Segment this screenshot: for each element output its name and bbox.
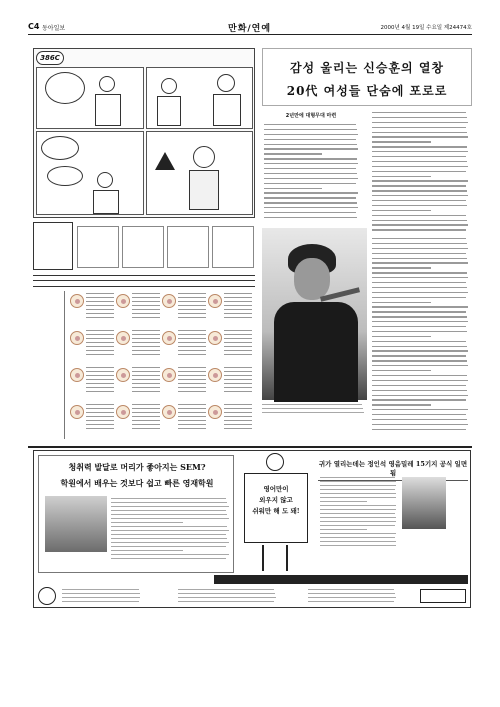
text-line bbox=[372, 190, 467, 191]
text-line bbox=[372, 200, 466, 201]
sign-text-2: 외우지 않고 bbox=[259, 496, 293, 504]
feature-article bbox=[262, 48, 472, 440]
text-line bbox=[372, 117, 467, 118]
zodiac-icon bbox=[116, 405, 130, 419]
article-column bbox=[372, 238, 470, 434]
text-line bbox=[372, 380, 468, 381]
text-line bbox=[111, 546, 226, 547]
zodiac-icon bbox=[70, 405, 84, 419]
text-line bbox=[372, 146, 467, 147]
text-line bbox=[62, 593, 140, 594]
text-line bbox=[308, 597, 396, 598]
text-line bbox=[372, 375, 467, 376]
text-line bbox=[372, 287, 467, 288]
text-line bbox=[372, 370, 431, 371]
text-line bbox=[62, 601, 139, 602]
text-line bbox=[308, 601, 394, 602]
comic-strip bbox=[33, 48, 255, 218]
text-line bbox=[372, 166, 468, 167]
text-line bbox=[111, 518, 229, 519]
text-line bbox=[372, 414, 466, 415]
text-line bbox=[308, 589, 394, 590]
text-line bbox=[372, 220, 467, 221]
text-line bbox=[264, 124, 356, 125]
text-line bbox=[372, 210, 431, 211]
horoscope-cell bbox=[207, 365, 253, 399]
headline-box bbox=[262, 48, 472, 106]
ad-phone-box bbox=[420, 589, 466, 603]
text-line bbox=[111, 498, 226, 499]
text-line bbox=[320, 513, 395, 514]
text-line bbox=[264, 183, 356, 184]
character-figure bbox=[193, 146, 215, 168]
text-line bbox=[262, 412, 364, 413]
ad-photo bbox=[45, 496, 107, 552]
text-line bbox=[264, 129, 357, 130]
ad-right-heading: 귀가 열리는데는 정인석 영음밀레 15기지 공식 일면 됨 bbox=[318, 459, 468, 481]
text-line bbox=[372, 195, 468, 196]
text-line bbox=[320, 505, 396, 506]
text-line bbox=[372, 390, 467, 391]
text-line bbox=[320, 545, 396, 546]
text-line bbox=[372, 112, 466, 113]
text-line bbox=[308, 593, 395, 594]
text-line bbox=[372, 316, 467, 317]
newspaper-name: 동아일보 bbox=[42, 25, 66, 32]
text-line bbox=[372, 122, 468, 123]
zodiac-icon bbox=[116, 368, 130, 382]
text-line bbox=[372, 262, 468, 263]
horoscope-cell bbox=[161, 365, 207, 399]
header-rule bbox=[28, 34, 472, 35]
text-line bbox=[372, 395, 468, 396]
text-line bbox=[111, 558, 226, 559]
text-line bbox=[372, 224, 468, 225]
text-line bbox=[320, 529, 367, 530]
character-figure bbox=[217, 74, 235, 92]
text-line bbox=[320, 481, 396, 482]
horoscope-cell bbox=[161, 291, 207, 325]
page-header bbox=[28, 21, 472, 33]
text-line bbox=[62, 589, 139, 590]
zodiac-icon bbox=[116, 331, 130, 345]
text-line bbox=[372, 141, 431, 142]
text-line bbox=[178, 597, 276, 598]
text-line bbox=[372, 176, 431, 177]
character-figure bbox=[161, 78, 177, 94]
text-line bbox=[320, 509, 396, 510]
text-line bbox=[372, 272, 467, 273]
text-line bbox=[372, 127, 466, 128]
column-logo bbox=[33, 222, 73, 270]
text-line bbox=[372, 171, 466, 172]
text-line bbox=[178, 593, 275, 594]
photo-torso bbox=[274, 302, 358, 402]
text-line bbox=[372, 267, 431, 268]
text-line bbox=[111, 506, 229, 507]
article-column bbox=[372, 112, 470, 234]
zodiac-icon bbox=[116, 294, 130, 308]
zodiac-icon bbox=[70, 368, 84, 382]
text-line bbox=[372, 156, 466, 157]
zodiac-icon bbox=[208, 294, 222, 308]
text-line bbox=[372, 248, 468, 249]
text-line bbox=[320, 517, 396, 518]
mini-comic-frame bbox=[167, 226, 209, 268]
figure-legs bbox=[262, 545, 288, 571]
text-line bbox=[372, 341, 466, 342]
zodiac-icon bbox=[162, 294, 176, 308]
ad-banner bbox=[214, 575, 468, 584]
singer-photo bbox=[262, 228, 367, 436]
zodiac-icon bbox=[70, 294, 84, 308]
text-line bbox=[264, 192, 358, 193]
text-line bbox=[264, 158, 357, 159]
text-line bbox=[264, 168, 356, 169]
text-line bbox=[372, 321, 468, 322]
horoscope-cell bbox=[207, 291, 253, 325]
speech-bubble bbox=[45, 72, 85, 104]
section-title: 만화/연예 bbox=[228, 24, 272, 34]
text-line bbox=[62, 597, 140, 598]
text-line bbox=[372, 277, 468, 278]
text-line bbox=[111, 538, 227, 539]
comic-panel bbox=[36, 67, 144, 129]
figure-head bbox=[266, 453, 284, 471]
issue-date: 2000년 4월 19일 수요일 제24474호 bbox=[380, 25, 472, 31]
comic-panel bbox=[36, 131, 144, 215]
text-line bbox=[372, 185, 466, 186]
character-figure bbox=[99, 76, 115, 92]
photo-face bbox=[294, 258, 330, 300]
headline-line-2: 20代 여성들 단숨에 포로로 bbox=[286, 84, 448, 98]
speech-bubble bbox=[47, 166, 83, 186]
sign-text-3: 쉬워만 해 도 돼! bbox=[252, 507, 300, 515]
text-line bbox=[372, 355, 466, 356]
horoscope-cell bbox=[69, 328, 115, 362]
comic-series-badge: 386C bbox=[36, 51, 64, 65]
text-line bbox=[262, 408, 363, 409]
horoscope-sidebar bbox=[33, 291, 65, 439]
horoscope-cell bbox=[207, 328, 253, 362]
text-line bbox=[320, 525, 395, 526]
text-line bbox=[264, 163, 358, 164]
ad-text bbox=[320, 477, 398, 549]
text-line bbox=[320, 477, 395, 478]
notice-rule bbox=[33, 275, 255, 281]
section-divider bbox=[28, 446, 472, 448]
text-line bbox=[111, 514, 227, 515]
text-line bbox=[320, 521, 396, 522]
ad-text bbox=[62, 589, 142, 605]
text-line bbox=[372, 360, 467, 361]
text-line bbox=[320, 493, 396, 494]
character-body bbox=[189, 170, 219, 210]
text-line bbox=[372, 336, 431, 337]
text-line bbox=[264, 197, 356, 198]
photo-frame bbox=[262, 228, 367, 400]
text-line bbox=[264, 212, 356, 213]
text-line bbox=[372, 136, 468, 137]
character-body bbox=[157, 96, 181, 126]
text-line bbox=[372, 243, 467, 244]
zodiac-icon bbox=[208, 405, 222, 419]
text-line bbox=[320, 489, 395, 490]
text-line bbox=[320, 485, 396, 486]
text-line bbox=[262, 404, 362, 405]
ad-heading-1: 청취력 발달로 머리가 좋아지는 SEM? bbox=[68, 462, 206, 472]
horoscope-cell bbox=[161, 328, 207, 362]
text-line bbox=[372, 424, 468, 425]
text-line bbox=[372, 306, 468, 307]
ad-left-panel bbox=[38, 455, 234, 573]
horoscope-cell bbox=[207, 402, 253, 436]
text-line bbox=[372, 297, 466, 298]
horoscope-section bbox=[33, 286, 255, 441]
mini-comic-frame bbox=[122, 226, 164, 268]
text-line bbox=[372, 292, 468, 293]
text-line bbox=[372, 409, 468, 410]
horoscope-cell bbox=[69, 291, 115, 325]
text-line bbox=[111, 530, 229, 531]
ad-sign-figure bbox=[240, 453, 312, 573]
sign-text-1: 영어만이 bbox=[263, 485, 289, 493]
text-line bbox=[372, 385, 466, 386]
text-line bbox=[264, 178, 358, 179]
text-line bbox=[111, 526, 227, 527]
horoscope-cell bbox=[115, 291, 161, 325]
ad-text bbox=[178, 589, 278, 605]
text-line bbox=[264, 148, 358, 149]
ad-text bbox=[111, 498, 231, 562]
text-line bbox=[372, 311, 466, 312]
text-line bbox=[372, 132, 467, 133]
text-line bbox=[372, 326, 466, 327]
text-line bbox=[178, 601, 274, 602]
ad-right-panel bbox=[318, 455, 468, 573]
mini-comic-frame bbox=[212, 226, 254, 268]
text-line bbox=[264, 188, 322, 189]
sign-board bbox=[244, 473, 308, 543]
zodiac-icon bbox=[208, 331, 222, 345]
text-line bbox=[372, 215, 466, 216]
text-line bbox=[264, 153, 322, 154]
headline-line-1: 감성 울리는 신승훈의 열창 bbox=[289, 61, 445, 75]
text-line bbox=[372, 419, 467, 420]
author-portrait bbox=[402, 477, 446, 529]
text-line bbox=[178, 589, 274, 590]
ad-seal-icon bbox=[38, 587, 56, 605]
text-line bbox=[264, 173, 357, 174]
article-column bbox=[264, 124, 360, 222]
horoscope-cell bbox=[115, 365, 161, 399]
text-line bbox=[264, 217, 357, 218]
text-line bbox=[111, 534, 226, 535]
text-line bbox=[111, 522, 183, 523]
horoscope-cell bbox=[115, 402, 161, 436]
character-figure bbox=[97, 172, 113, 188]
horoscope-cell bbox=[69, 402, 115, 436]
zodiac-icon bbox=[162, 331, 176, 345]
page-number: C4 bbox=[28, 22, 40, 31]
speech-bubble bbox=[41, 136, 79, 160]
text-line bbox=[264, 202, 357, 203]
text-line bbox=[372, 350, 468, 351]
ad-footer bbox=[38, 587, 468, 605]
text-line bbox=[372, 229, 466, 230]
text-line bbox=[320, 537, 395, 538]
text-line bbox=[372, 346, 467, 347]
text-line bbox=[372, 429, 466, 430]
text-line bbox=[372, 151, 468, 152]
comic-panel bbox=[146, 67, 253, 129]
text-line bbox=[372, 180, 468, 181]
comic-panel bbox=[146, 131, 253, 215]
photo-caption bbox=[262, 404, 366, 416]
ad-heading-2: 학원에서 배우는 것보다 쉽고 빠른 영재학원 bbox=[60, 478, 214, 488]
advertisement bbox=[33, 450, 471, 608]
text-line bbox=[372, 404, 431, 405]
character-body bbox=[93, 190, 119, 214]
zodiac-icon bbox=[208, 368, 222, 382]
text-line bbox=[372, 258, 467, 259]
text-line bbox=[264, 207, 358, 208]
article-subhead: 2년만에 대형무대 마련 bbox=[285, 113, 337, 119]
text-line bbox=[264, 144, 357, 145]
mini-comic-row bbox=[33, 218, 255, 274]
text-line bbox=[372, 365, 468, 366]
character-body bbox=[95, 94, 121, 126]
text-line bbox=[372, 302, 431, 303]
star-burst-icon bbox=[155, 152, 175, 170]
text-line bbox=[320, 541, 396, 542]
text-line bbox=[372, 238, 466, 239]
text-line bbox=[320, 533, 396, 534]
text-line bbox=[111, 542, 229, 543]
text-line bbox=[111, 554, 229, 555]
horoscope-cell bbox=[161, 402, 207, 436]
text-line bbox=[111, 510, 226, 511]
zodiac-icon bbox=[70, 331, 84, 345]
text-line bbox=[372, 253, 466, 254]
text-line bbox=[320, 497, 396, 498]
zodiac-icon bbox=[162, 368, 176, 382]
text-line bbox=[264, 139, 356, 140]
text-line bbox=[320, 501, 367, 502]
text-line bbox=[372, 399, 466, 400]
mini-comic-frame bbox=[77, 226, 119, 268]
text-line bbox=[372, 331, 467, 332]
horoscope-cell bbox=[115, 328, 161, 362]
text-line bbox=[111, 550, 183, 551]
character-body bbox=[213, 94, 241, 126]
text-line bbox=[111, 502, 227, 503]
horoscope-cell bbox=[69, 365, 115, 399]
zodiac-icon bbox=[162, 405, 176, 419]
text-line bbox=[264, 134, 358, 135]
text-line bbox=[372, 205, 467, 206]
text-line bbox=[372, 161, 467, 162]
ad-text bbox=[308, 589, 398, 605]
text-line bbox=[372, 282, 466, 283]
